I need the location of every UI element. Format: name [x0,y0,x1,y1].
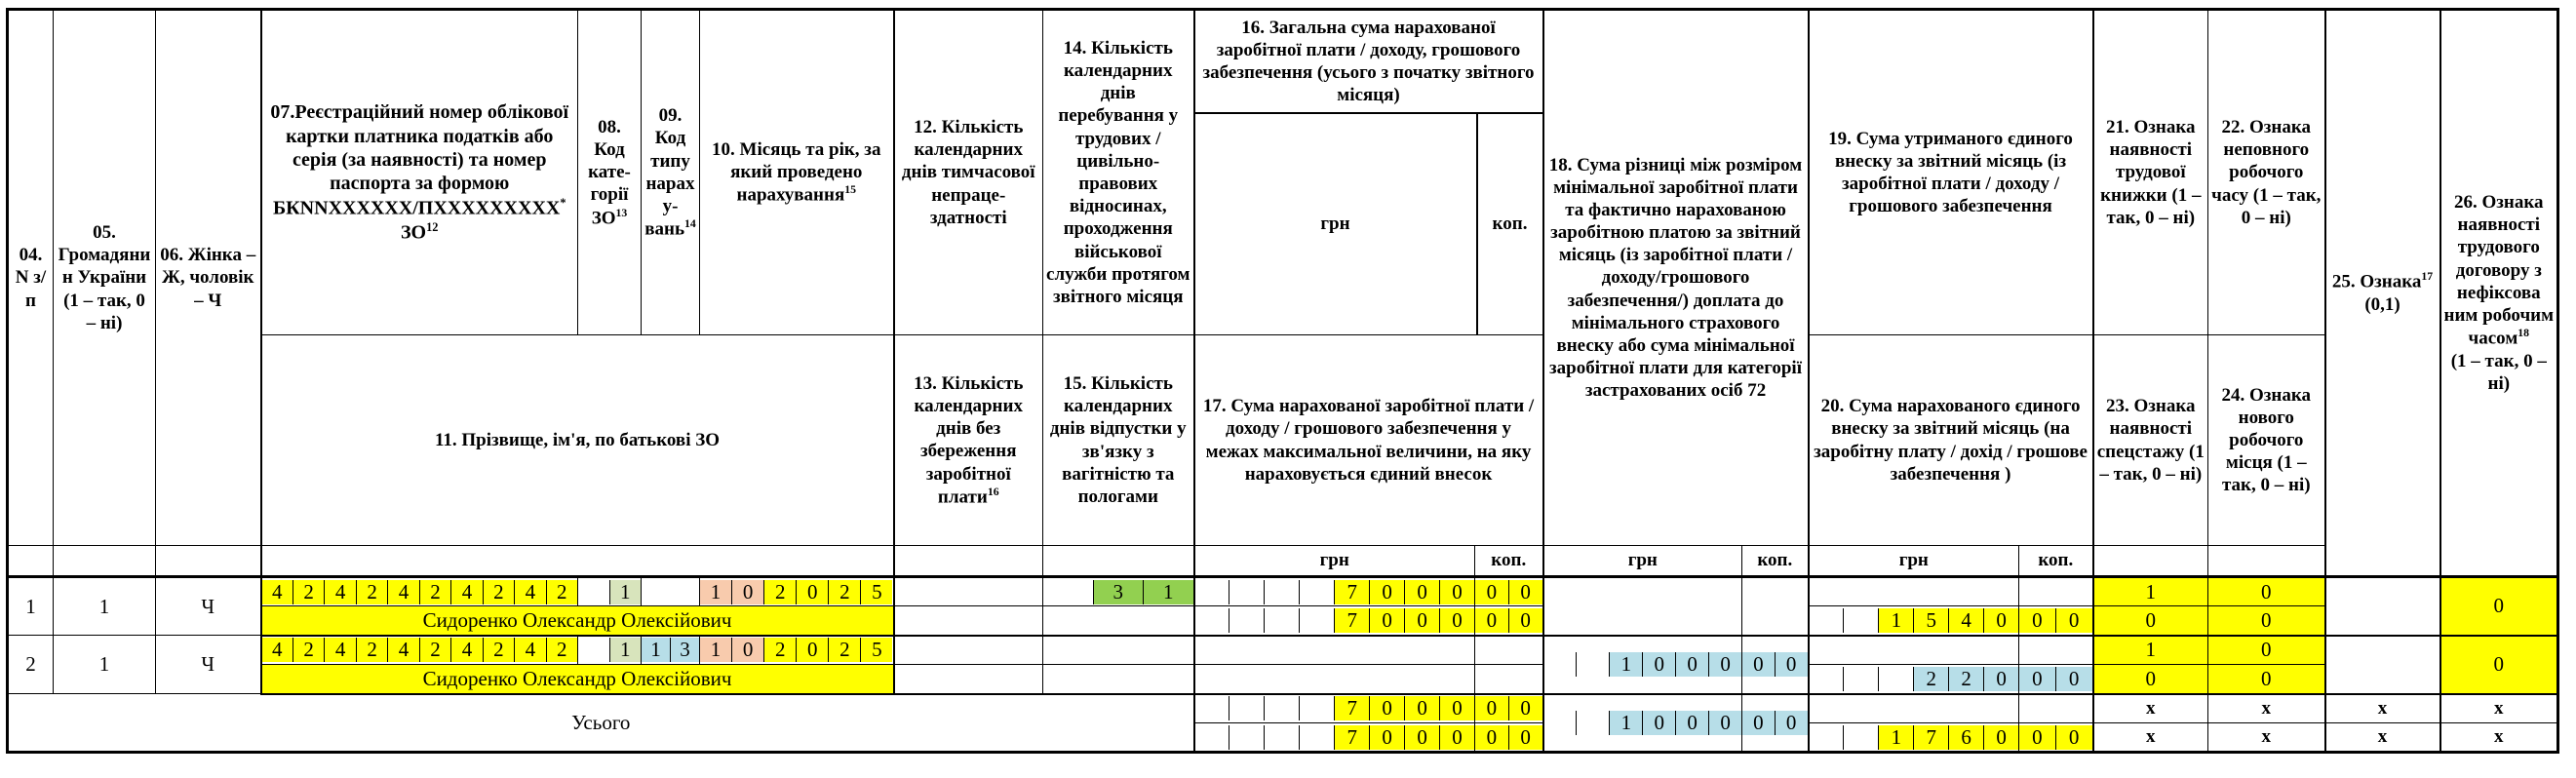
digit-cell: 4 [1949,608,1984,633]
row2-col16-grn [1194,636,1475,665]
digit-cell: 0 [1370,608,1405,633]
digit-cell [1229,580,1265,604]
digit-cell: 4 [325,580,356,604]
digit-cell [1810,667,1845,691]
digit-cell [1265,580,1300,604]
digit-cell [1265,696,1300,720]
col10-text: 10. Місяць та рік, за який проведено нарахування [712,139,881,206]
digit-cell: 0 [1776,652,1808,677]
row1-col16-kop [1475,577,1543,606]
digit-cell [1810,725,1845,750]
header-col15: 15. Кількість календарних днів відпустки у зв'язку з вагітністю та пологами [1043,335,1194,546]
digit-cell: 0 [1742,711,1776,735]
row2-fullname: Сидоренко Олександр Олексійович [261,665,894,694]
digit-cell [1300,696,1335,720]
row1-col18-kop [1742,577,1809,636]
row1-col14-cells [1043,577,1194,606]
digit-cell: 1 [642,638,671,662]
digit-cell: 0 [2056,725,2092,750]
col26-sup: 18 [2517,327,2530,340]
col13-text: 13. Кількість календарних днів без збереження заробітної плати [914,372,1024,507]
digit-cell: 4 [515,580,546,604]
row2-col19-kop [2019,636,2093,665]
digit-cell: 2 [293,638,325,662]
digit-cell [1544,652,1578,677]
row2-col13-cells [894,665,1043,694]
col25-text: 25. Ознака [2331,271,2422,292]
digit-cell [1229,725,1265,750]
digit-cell [1844,667,1879,691]
digit-cell: 0 [1509,725,1542,750]
totals-col20-kop [2019,723,2093,753]
digit-cell: 0 [797,638,829,662]
row2-col23: 0 [2093,665,2208,694]
header-col05: 05. Громадянин України (1 – так, 0 – ні) [54,10,156,546]
col13-sup: 16 [987,485,999,498]
digit-cell [1300,580,1335,604]
digit-cell: 1 [610,580,642,604]
digit-cell: 0 [1643,652,1676,677]
col20-grn-label: грн [1809,546,2019,577]
digit-cell: 2 [764,638,797,662]
digit-cell: 0 [1676,652,1709,677]
digit-cell: 2 [547,638,577,662]
digit-cell [1229,608,1265,633]
row2-col16-kop [1475,636,1543,665]
digit-cell: 2 [420,580,451,604]
row2-col21: 1 [2093,636,2208,665]
digit-cell: 0 [1709,652,1741,677]
digit-cell: 2 [357,580,388,604]
digit-cell: 2 [293,580,325,604]
header-col18: 18. Сума різниці між розміром мінімальної заробітної плати та фактично нарахованою заробітною платою за звітний місяць (із заробітної плати / доходу/грошового забезпечення/) доплата до мінімального страхового внеску або сума мінімальної заробітної плати для категорії застрахованих осіб 72 [1543,10,1809,546]
row2-col15-cells [1043,665,1194,694]
row2-col18-grn [1543,636,1742,694]
header-col10 [700,10,894,335]
col17-grn-label: грн [1194,546,1475,577]
row2-number: 2 [8,636,54,694]
digit-cell: 0 [1984,725,2018,750]
header-col19: 19. Сума утриманого єдиного внеску за звітний місяць (із заробітної плати / доходу / грошового забезпечення [1809,10,2093,335]
digit-cell: 4 [325,638,356,662]
digit-cell [1810,608,1845,633]
digit-cell: 1 [610,638,642,662]
digit-cell: 0 [2019,667,2056,691]
col07-text: 07.Реєстраційний номер облікової картки платника податків або серія (за наявності) та номер паспорта за формою БКNNХХХХХХ/ПХХХХХХХХХ [270,101,569,219]
digit-cell: 2 [1914,667,1949,691]
digit-cell: 2 [357,638,388,662]
header-col11: 11. Прізвище, ім'я, по батькові ЗО [261,335,894,546]
row2-col26: 0 [2440,636,2558,694]
row1-col20-grn [1809,606,2019,636]
col09-sup: 14 [684,217,696,231]
row1-col26: 0 [2440,577,2558,636]
digit-cell: 2 [764,580,797,604]
row1-col12-cells [894,577,1043,606]
col07-sup: 12 [426,219,439,234]
digit-cell: 0 [797,580,829,604]
digit-cell: 0 [1709,711,1741,735]
digit-cell: 2 [547,580,577,604]
totals-col23-x: x [2093,723,2208,753]
digit-cell: 0 [1742,652,1776,677]
digit-cell: 0 [2056,667,2092,691]
digit-cell: 0 [1370,725,1405,750]
col17-kop-label: коп. [1475,546,1543,577]
totals-col26-x-bottom: x [2440,723,2558,753]
strip-col12 [894,546,1043,577]
col07-star: * [560,195,566,210]
totals-col17-grn [1194,723,1475,753]
digit-cell [1300,608,1335,633]
row1-col19-kop [2019,577,2093,606]
digit-cell: 7 [1914,725,1949,750]
digit-cell: 0 [1405,608,1440,633]
digit-cell: 5 [861,638,892,662]
strip-col14 [1043,546,1194,577]
col16-kop-label: коп. [1492,214,1528,234]
digit-cell: 5 [1914,608,1949,633]
strip-col07-10 [261,546,894,577]
digit-cell: 0 [732,580,764,604]
digit-cell: 0 [1776,711,1808,735]
strip-col05 [54,546,156,577]
row2-col20-kop [2019,665,2093,694]
row2-month-year-digits [700,636,894,665]
digit-cell: 1 [700,580,732,604]
digit-cell [1195,725,1230,750]
col16-title: 16. Загальна сума нарахованої заробітної плати / доходу, грошового забезпечення (усього з початку звітного місяця) [1195,11,1542,114]
digit-cell: 0 [732,638,764,662]
digit-cell: 0 [1475,725,1509,750]
col18-grn-label: грн [1543,546,1742,577]
col25-text2: (0,1) [2364,293,2400,315]
header-col21: 21. Ознака наявності трудової книжки (1 – так, 0 – ні) [2093,10,2208,335]
totals-col18-grn [1543,694,1742,753]
digit-cell: 1 [700,638,732,662]
col25-sup: 17 [2421,270,2434,284]
digit-cell: 0 [1643,711,1676,735]
header-col26 [2440,10,2558,577]
strip-col04 [8,546,54,577]
digit-cell: 2 [829,638,861,662]
digit-cell: 0 [2019,608,2056,633]
digit-cell: 0 [1475,580,1509,604]
digit-cell: 0 [1984,608,2018,633]
digit-cell [1879,667,1914,691]
row1-sex: Ч [156,577,261,636]
row1-citizen: 1 [54,577,156,636]
totals-col25-x-top: x [2325,694,2440,723]
row1-col21: 1 [2093,577,2208,606]
digit-cell: 7 [1335,580,1370,604]
row1-col23: 0 [2093,606,2208,636]
col20-kop-label: коп. [2019,546,2093,577]
totals-col19-grn [1809,694,2019,723]
digit-cell [1195,696,1230,720]
row1-col18-grn [1543,577,1742,636]
row2-col25 [2325,636,2440,694]
digit-cell: 4 [388,638,419,662]
row2-col19-grn [1809,636,2019,665]
row2-col24: 0 [2208,665,2325,694]
digit-cell [578,638,610,662]
strip-col21 [2093,546,2208,577]
digit-cell [1229,696,1265,720]
digit-cell: 2 [484,580,515,604]
row1-col19-grn [1809,577,2019,606]
col16-grn-label: грн [1195,114,1478,334]
row1-fullname: Сидоренко Олександр Олексійович [261,606,894,636]
header-col07 [261,10,578,335]
digit-cell [1195,580,1230,604]
header-col24: 24. Ознака нового робочого місця (1 – так, 0 – ні) [2208,335,2325,546]
col08-sup: 13 [615,206,628,219]
digit-cell [1265,725,1300,750]
digit-cell: 4 [515,638,546,662]
digit-cell: 0 [1440,608,1474,633]
totals-label: Усього [8,694,1194,753]
digit-cell: 4 [451,580,483,604]
col26-text: 26. Ознака наявності трудового договору з нефіксова ним робочим часом [2443,192,2555,349]
row1-col24: 0 [2208,606,2325,636]
totals-col26-x-top: x [2440,694,2558,723]
col26-text2: (1 – так, 0 – ні) [2450,350,2547,394]
row2-citizen: 1 [54,636,156,694]
digit-cell: 4 [262,580,293,604]
row1-col17-grn [1194,606,1475,636]
digit-cell [1300,725,1335,750]
digit-cell: 4 [262,638,293,662]
digit-cell: 0 [1984,667,2018,691]
digit-cell: 0 [1405,696,1440,720]
col18-kop-label: коп. [1742,546,1809,577]
row1-col13-cells [894,606,1043,636]
header-col20: 20. Сума нарахованого єдиного внеску за звітний місяць (на заробітну плату / дохід / грошове забезпечення ) [1809,335,2093,546]
digit-cell: 0 [1440,696,1474,720]
digit-cell [1544,711,1578,735]
digit-cell: 2 [484,638,515,662]
row2-col17-grn [1194,665,1475,694]
row2-col12-cells [894,636,1043,665]
digit-cell: 7 [1335,696,1370,720]
header-col22: 22. Ознака неповного робочого часу (1 – так, 0 – ні) [2208,10,2325,335]
digit-cell: 1 [1610,711,1643,735]
row2-col22: 0 [2208,636,2325,665]
col08-text: 08. Код кате-горії ЗО [588,116,631,228]
header-col06: 06. Жінка – Ж, чоловік – Ч [156,10,261,546]
digit-cell: 0 [2019,725,2056,750]
totals-col17-kop [1475,723,1543,753]
row2-col17-kop [1475,665,1543,694]
digit-cell: 1 [1879,608,1914,633]
row2-col18-kop [1742,636,1809,694]
digit-cell: 0 [1405,725,1440,750]
row1-category-digits [578,577,642,606]
totals-col25-x-bottom: x [2325,723,2440,753]
row2-id-digits [261,636,578,665]
digit-cell: 0 [2056,608,2092,633]
digit-cell: 1 [1144,580,1193,604]
row1-accrual-type-digits [642,577,700,606]
row2-category-digits [578,636,642,665]
digit-cell: 3 [671,638,699,662]
strip-col22 [2208,546,2325,577]
digit-cell [1265,608,1300,633]
digit-cell: 0 [1405,580,1440,604]
digit-cell: 0 [1370,580,1405,604]
digit-cell: 4 [388,580,419,604]
digit-cell: 1 [1610,652,1643,677]
header-col04: 04. N з/п [8,10,54,546]
totals-col18-kop [1742,694,1809,753]
digit-cell: 2 [420,638,451,662]
row1-col16-grn [1194,577,1475,606]
row1-number: 1 [8,577,54,636]
digit-cell [578,580,610,604]
digit-cell: 0 [1509,696,1542,720]
strip-col06 [156,546,261,577]
digit-cell: 0 [1676,711,1709,735]
totals-col16-grn [1194,694,1475,723]
digit-cell: 0 [1440,580,1474,604]
row1-month-year-digits [700,577,894,606]
digit-cell [1043,580,1094,604]
row1-col25 [2325,577,2440,636]
row2-col20-grn [1809,665,2019,694]
row1-col17-kop [1475,606,1543,636]
digit-cell: 2 [829,580,861,604]
col16-units [1195,114,1542,334]
header-col25 [2325,10,2440,577]
row1-id-digits [261,577,578,606]
digit-cell: 7 [1335,608,1370,633]
digit-cell [1195,608,1230,633]
digit-cell [1577,711,1610,735]
digit-cell: 0 [1475,696,1509,720]
totals-col21-x: x [2093,694,2208,723]
row2-col14-cells [1043,636,1194,665]
digit-cell: 7 [1335,725,1370,750]
digit-cell: 0 [1475,608,1509,633]
totals-col22-x: x [2208,694,2325,723]
digit-cell: 0 [1509,608,1542,633]
header-col23: 23. Ознака наявності спецстажу (1 – так, 0 – ні) [2093,335,2208,546]
digit-cell [1844,608,1879,633]
col10-sup: 15 [844,183,856,197]
row2-sex: Ч [156,636,261,694]
totals-col19-kop [2019,694,2093,723]
digit-cell: 3 [1094,580,1145,604]
digit-cell: 0 [1440,725,1474,750]
totals-col24-x: x [2208,723,2325,753]
digit-cell: 4 [451,638,483,662]
esv-report-table [6,8,2559,754]
digit-cell: 5 [861,580,892,604]
totals-col20-grn [1809,723,2019,753]
header-col12: 12. Кількість календарних днів тимчасової непраце-здатності [894,10,1043,335]
header-col09 [642,10,700,335]
header-col13 [894,335,1043,546]
col09-text: 09. Код типу нараху-вань [644,105,695,240]
header-col14: 14. Кількість календарних днів перебування у трудових / цивільно-правових відносинах, проходження військової служби протягом звітного місяця [1043,10,1194,335]
header-col08 [578,10,642,335]
digit-cell [1844,725,1879,750]
row1-col22: 0 [2208,577,2325,606]
digit-cell [1577,652,1610,677]
digit-cell: 2 [1949,667,1984,691]
row1-col20-kop [2019,606,2093,636]
col07-zo: ЗО [400,221,427,244]
row2-accrual-type-digits [642,636,700,665]
row1-col15-cells [1043,606,1194,636]
digit-cell: 0 [1370,696,1405,720]
header-col16 [1194,10,1543,335]
digit-cell: 0 [1509,580,1542,604]
digit-cell: 6 [1949,725,1984,750]
digit-cell: 1 [1879,725,1914,750]
header-col17: 17. Сума нарахованої заробітної плати / доходу / грошового забезпечення у межах максимальної величини, на яку нараховується єдиний внесок [1194,335,1543,546]
totals-col16-kop [1475,694,1543,723]
